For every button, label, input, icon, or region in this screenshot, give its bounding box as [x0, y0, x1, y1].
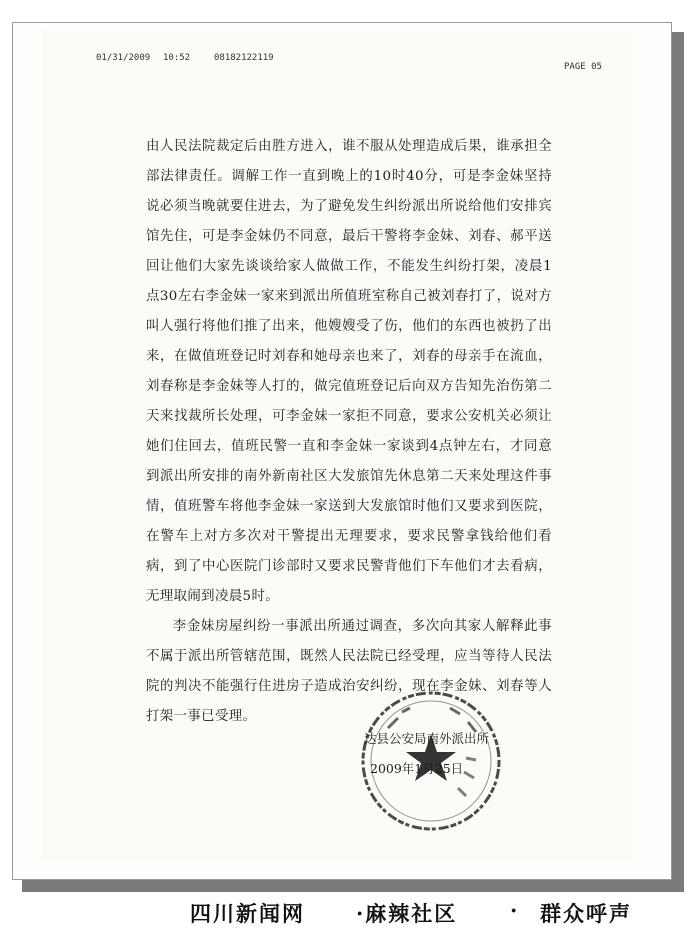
- fax-header: [96, 53, 602, 72]
- fax-time: 10:52: [163, 53, 191, 63]
- paragraph-1: 由人民法院裁定后由胜方进入，谁不服从处理造成后果，谁承担全部法律责任。调解工作一直到晚上的10时40分，可是李金妹坚持说必须当晚就要住进去，为了避免发生纠纷派出所说给他们安排宾馆先住，可是李金妹仍不同意，最后干警将李金妹、刘春、郝平送回让他们大家先谈谈给家人做做工作，不能发生纠纷打架，凌晨1点30左右李金妹一家来到派出所值班室称自己被刘春打了，说对方叫人强行将他们推了出来，他嫂嫂受了伤，他们的东西也被扔了出来，在做值班登记时刘春和她母亲也来了，刘春的母亲手在流血，刘春称是李金妹等人打的，做完值班登记后向双方告知先治伤第二天来找裁所长处理，可李金妹一家拒不同意，要求公安机关必须让她们住回去，值班民警一直和李金妹一家谈到4点钟左右，才同意到派出所安排的南外新南社区大发旅馆先休息第二天来处理这件事情，值班警车将他李金妹一家送到大发旅馆时他们又要求到医院，在警车上对方多次对干警提出无理要求，要求民警拿钱给他们看病，到了中心医院门诊部时又要求民警背他们下车他们才去看病，无理取闹到凌晨5时。: [146, 139, 552, 604]
- fax-page-number: PAGE 05: [564, 62, 602, 72]
- footer-site: 四川新闻网: [190, 901, 305, 926]
- footer-column: 群众呼声: [540, 901, 632, 926]
- fax-number: 08182122119: [214, 53, 274, 63]
- watermark-footer: [190, 898, 670, 928]
- issuing-organization: 达县公安局南外派出所: [364, 731, 490, 746]
- fax-date: 01/31/2009: [96, 53, 151, 63]
- paragraph-2: 李金妹房屋纠纷一事派出所通过调查，多次向其家人解释此事不属于派出所管辖范围，既然人民法院已经受理，应当等待人民法院的判决不能强行住进房子造成治安纠纷，现在李金妹、刘春等人打架一事已受理。: [146, 619, 552, 724]
- document-body: [146, 132, 552, 732]
- issue-date: 2009年1月25日: [370, 761, 464, 776]
- footer-section: ·麻辣社区: [356, 901, 458, 926]
- footer-separator: ·: [510, 898, 520, 923]
